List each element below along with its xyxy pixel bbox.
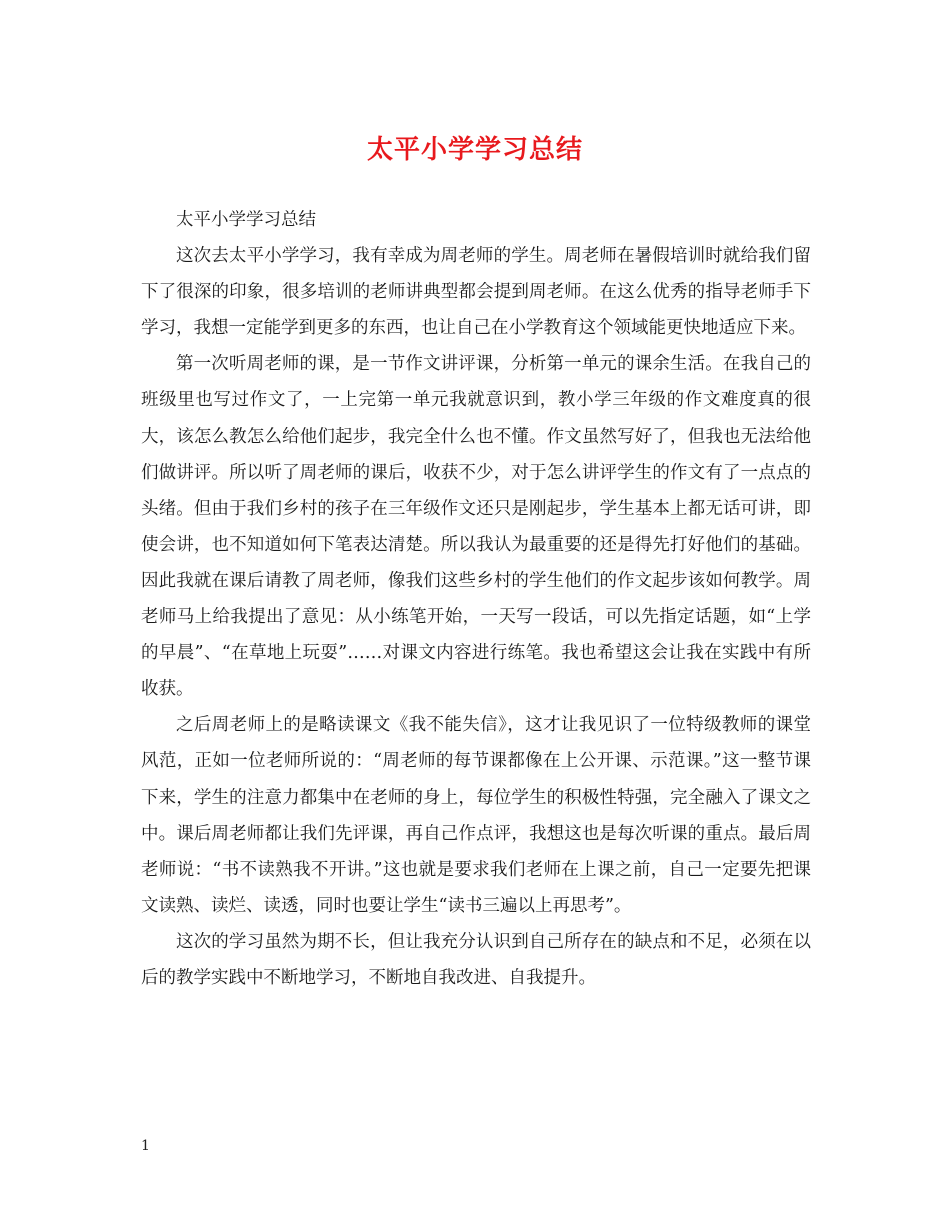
page-number: 1 <box>141 1138 150 1154</box>
paragraph: 这次的学习虽然为期不长，但让我充分认识到自己所存在的缺点和不足，必须在以后的教学实践中不断地学习，不断地自我改进、自我提升。 <box>141 931 811 988</box>
paragraph: 之后周老师上的是略读课文《我不能失信》，这才让我见识了一位特级教师的课堂风范，正如一位老师所说的：“周老师的每节课都像在上公开课、示范课。”这一整节课下来，学生的注意力都集中在老师的身上，每位学生的积极性特强，完全融入了课文之中。课后周老师都让我们先评课，再自己作点评，我想这也是每次听课的重点。最后周老师说：“书不读熟我不开讲。”这也就是要求我们老师在上课之前，自己一定要先把课文读熟、读烂、读透，同时也要让学生“读书三遍以上再思考”。 <box>141 715 811 916</box>
paragraph-subtitle: 太平小学学习总结 <box>176 210 316 230</box>
document-title: 太平小学学习总结 <box>366 135 583 165</box>
paragraph: 这次去太平小学学习，我有幸成为周老师的学生。周老师在暑假培训时就给我们留下了很深的印象，很多培训的老师讲典型都会提到周老师。在这么优秀的指导老师手下学习，我想一定能学到更多的东西，也让自己在小学教育这个领域能更快地适应下来。 <box>141 246 811 339</box>
document-body <box>141 202 811 996</box>
paragraph: 第一次听周老师的课，是一节作文讲评课，分析第一单元的课余生活。在我自己的班级里也写过作文了，一上完第一单元我就意识到，教小学三年级的作文难度真的很大，该怎么教怎么给他们起步，我完全什么也不懂。作文虽然写好了，但我也无法给他们做讲评。所以听了周老师的课后，收获不少，对于怎么讲评学生的作文有了一点点的头绪。但由于我们乡村的孩子在三年级作文还只是刚起步，学生基本上都无话可讲，即使会讲，也不知道如何下笔表达清楚。所以我认为最重要的还是得先打好他们的基础。因此我就在课后请教了周老师，像我们这些乡村的学生他们的作文起步该如何教学。周老师马上给我提出了意见：从小练笔开始，一天写一段话，可以先指定话题，如“上学的早晨”、“在草地上玩耍”……对课文内容进行练笔。我也希望这会让我在实践中有所收获。 <box>141 354 811 700</box>
